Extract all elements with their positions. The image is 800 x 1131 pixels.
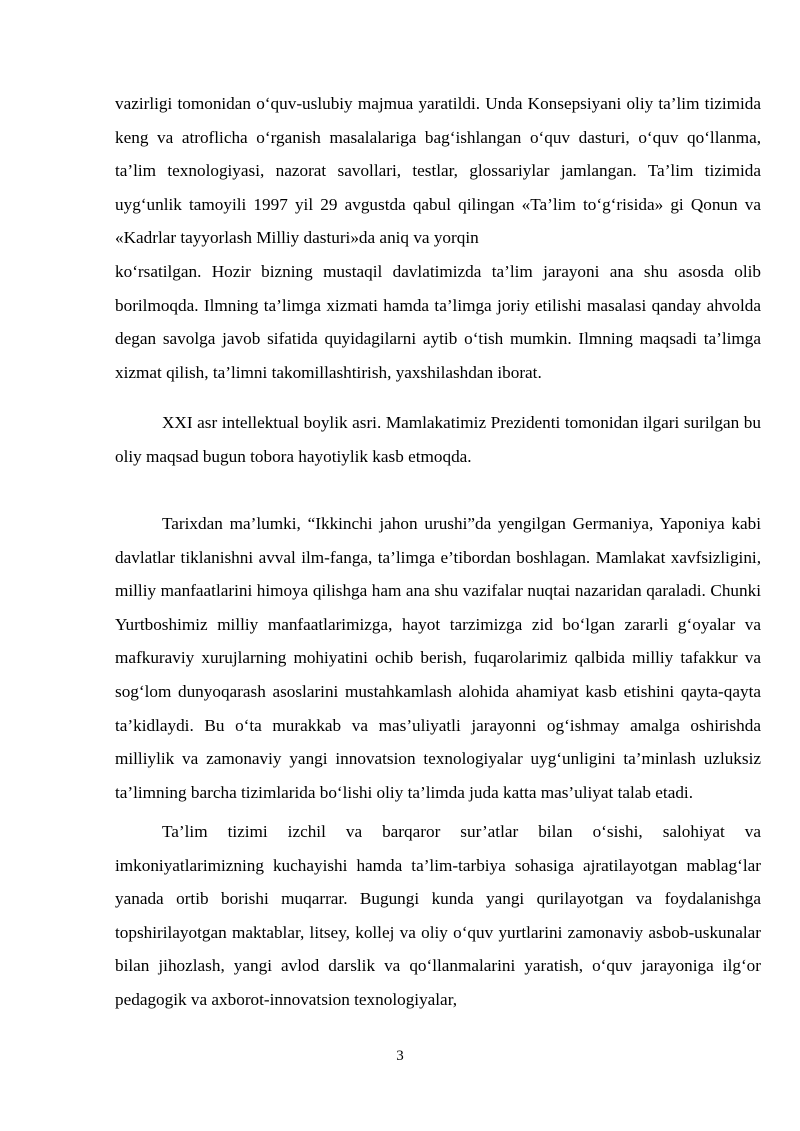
paragraph-4: Tarixdan ma’lumki, “Ikkinchi jahon urushi”da yengilgan Germaniya, Yaponiya kabi davlatlar tiklanishni avval ilm-fanga, ta’limga e’tibordan boshlagan. Mamlakat xavfsizligini, milliy manfaatlarini himoya qilishga ham ana shu vazifalar nuqtai nazaridan qaraladi. Chunki Yurtboshimiz milliy manfaatlarimizga, hayot tarzimizga zid bo‘lgan zararli g‘oyalar va mafkuraviy xurujlarning mohiyatini ochib berish, fuqarolarimiz qalbida milliy tafakkur va sog‘lom dunyoqarash asoslarini mustahkamlash alohida ahamiyat kasb etishini qayta-qayta ta’kidlaydi. Bu o‘ta murakkab va mas’uliyatli jarayonni og‘ishmay amalga oshirishda milliylik va zamonaviy yangi innovatsion texnologiyalar uyg‘unligini ta’minlash uzluksiz ta’limning barcha tizimlarida bo‘lishi oliy ta’limda juda katta mas’uliyat talab etadi. [115, 514, 761, 802]
paragraph-5: Ta’lim tizimi izchil va barqaror sur’atlar bilan o‘sishi, salohiyat va imkoniyatlarimizning kuchayishi hamda ta’lim-tarbiya sohasiga ajratilayotgan mablag‘lar yanada ortib borishi muqarrar. Bugungi kunda yangi qurilayotgan va foydalanishga topshirilayotgan maktablar, litsey, kollej va oliy o‘quv yurtlarini zamonaviy asbob-uskunalar bilan jihozlash, yangi avlod darslik va qo‘llanmalarini yaratish, o‘quv jarayoniga ilg‘or pedagogik va axborot-innovatsion texnologiyalar, [115, 822, 761, 1009]
paragraph-2: ko‘rsatilgan. Hozir bizning mustaqil davlatimizda ta’lim jarayoni ana shu asosda olib borilmoqda. Ilmning ta’limga xizmati hamda ta’limga joriy etilishi masalasi qanday ahvolda degan savolga javob sifatida quyidagilarni aytib o‘tish mumkin. Ilmning maqsadi ta’limga xizmat qilish, ta’limni takomillashtirish, yaxshilashdan iborat. [115, 262, 761, 382]
page-number: 3 [396, 1048, 404, 1064]
paragraph-3: XXI asr intellektual boylik asri. Mamlakatimiz Prezidenti tomonidan ilgari surilgan bu oliy maqsad bugun tobora hayotiylik kasb etmoqda. [115, 413, 761, 466]
paragraph-1: vazirligi tomonidan o‘quv-uslubiy majmua yaratildi. Unda Konsepsiyani oliy ta’lim tizimida keng va atroflicha o‘rganish masalalariga bag‘ishlangan o‘quv dasturi, o‘quv qo‘llanma, ta’lim texnologiyasi, nazorat savollari, testlar, glossariylar jamlangan. Ta’lim tizimida uyg‘unlik tamoyili 1997 yil 29 avgustda qabul qilingan «Ta’lim to‘g‘risida» gi Qonun va «Kadrlar tayyorlash Milliy dasturi»da aniq va yorqin [115, 94, 761, 248]
